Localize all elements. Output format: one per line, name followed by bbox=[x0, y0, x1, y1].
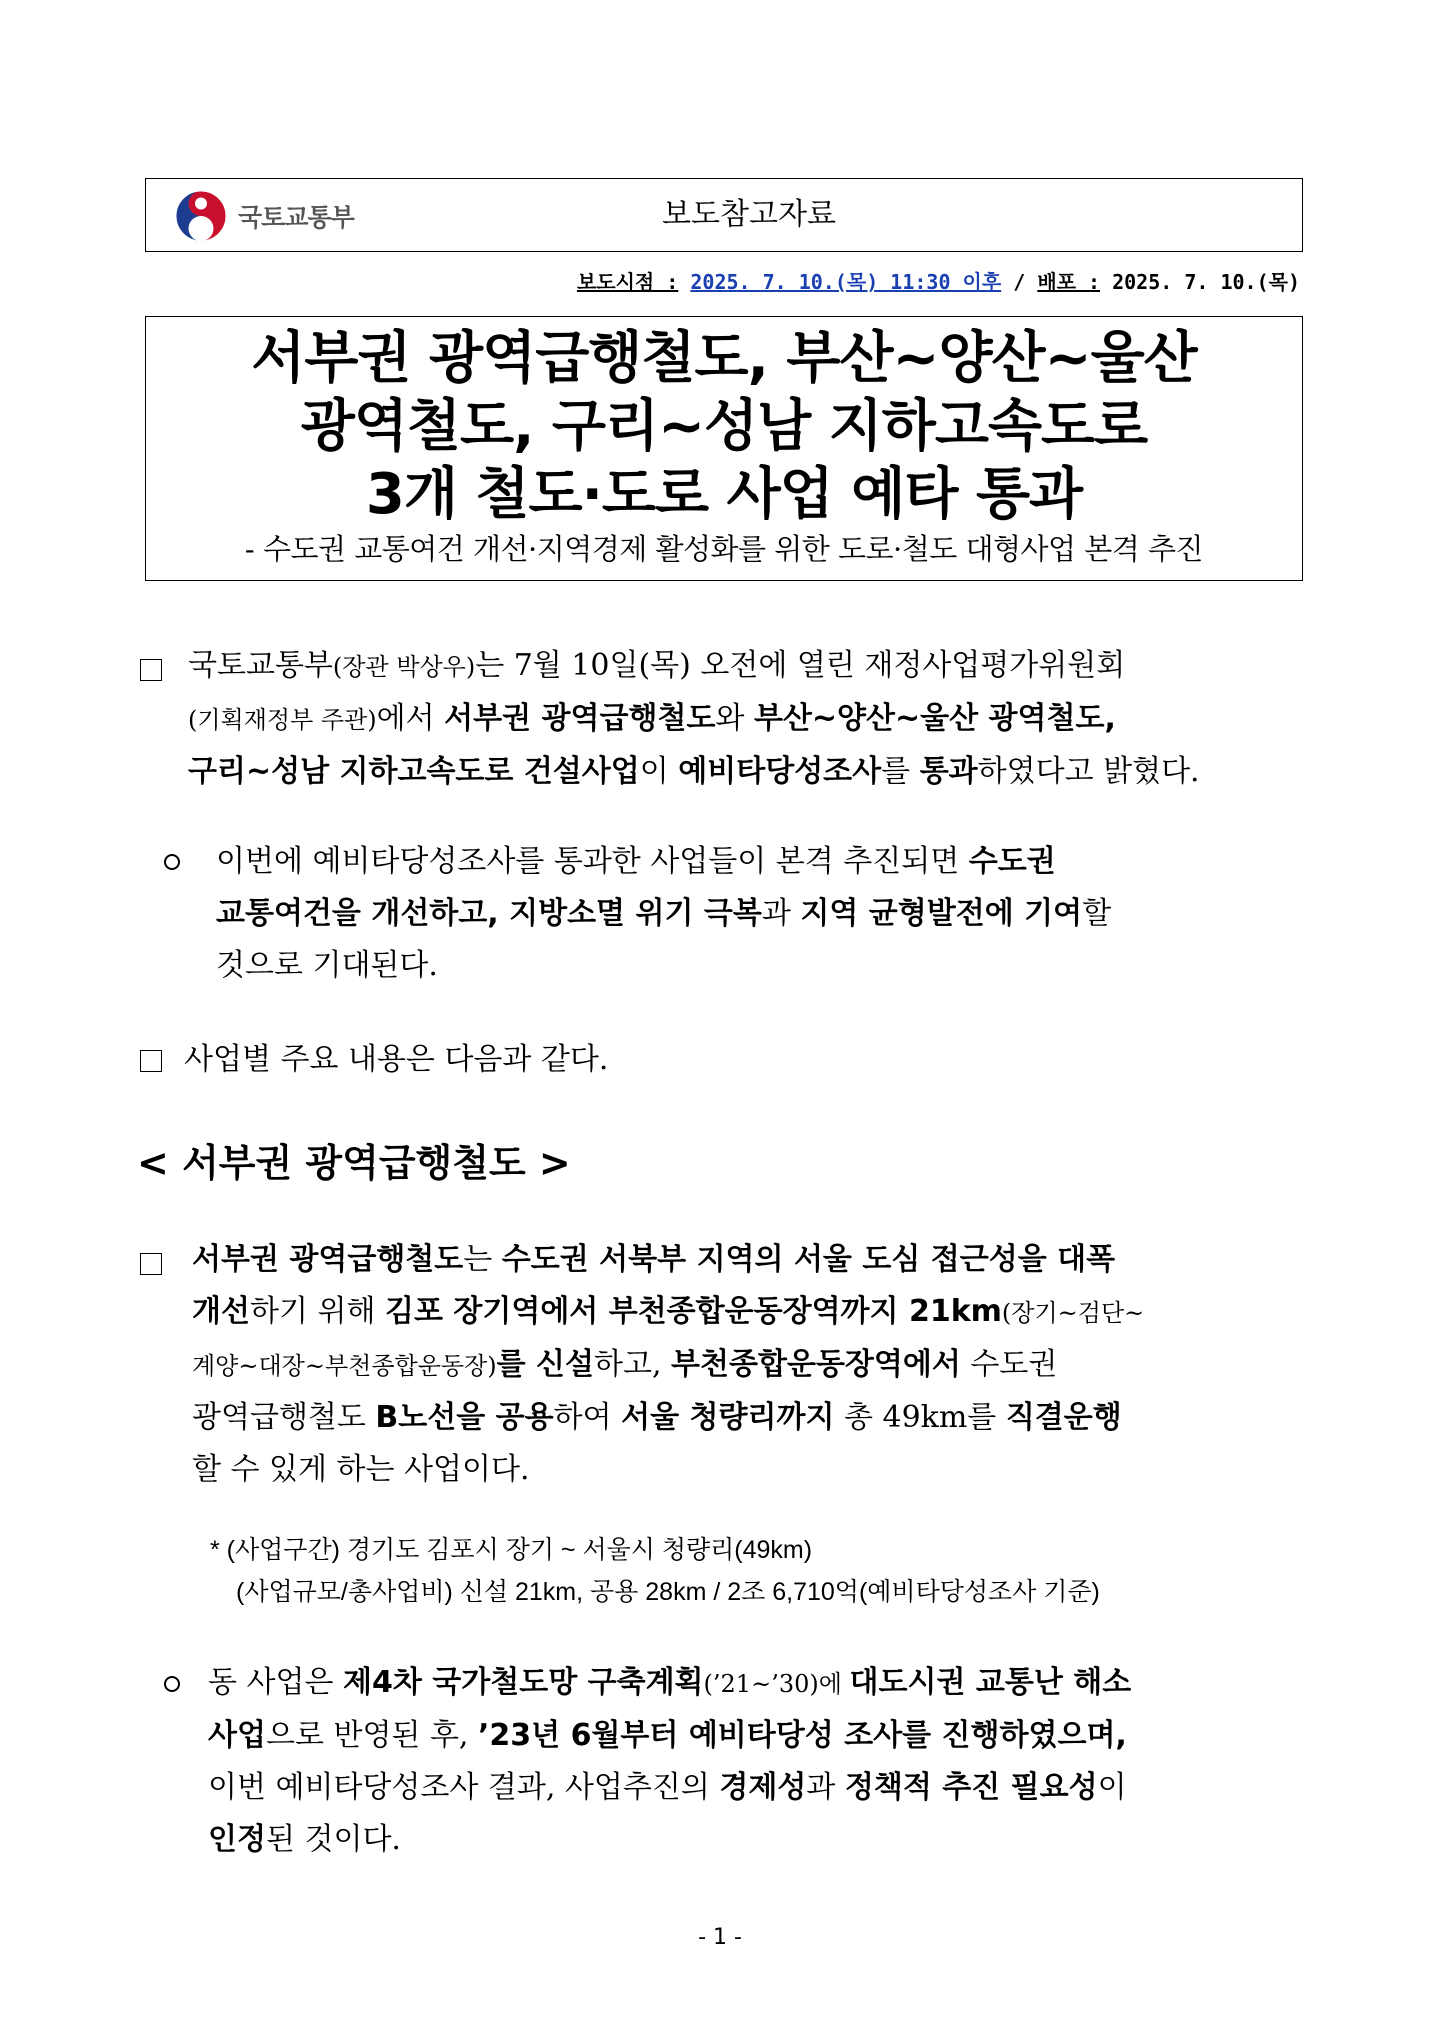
paragraph-2 bbox=[216, 836, 1303, 992]
text: 수도권 bbox=[968, 844, 1056, 879]
text: (장기~검단~ bbox=[1001, 1299, 1145, 1327]
text: 국토교통부 bbox=[188, 648, 333, 683]
header-box bbox=[145, 178, 1303, 252]
text: ’23년 6월부터 예비타당성 조사를 진행하였으며, bbox=[478, 1718, 1127, 1753]
text: 하고, bbox=[594, 1347, 672, 1382]
paragraph-5 bbox=[208, 1657, 1303, 1866]
square-bullet bbox=[140, 1253, 162, 1275]
note-line-2: (사업규모/총사업비) 신설 21km, 공용 28km / 2조 6,710억(예비타당성조사 기준) bbox=[236, 1578, 1100, 1606]
text: B노선을 공용 bbox=[375, 1400, 554, 1435]
title-line-2: 광역철도, 구리~성남 지하고속도로 bbox=[300, 394, 1148, 459]
text: 대도시권 교통난 해소 bbox=[849, 1665, 1132, 1700]
square-bullet bbox=[140, 659, 162, 681]
text: 인정 bbox=[208, 1822, 266, 1857]
release-separator: / bbox=[1001, 270, 1038, 294]
text: 동 사업은 bbox=[208, 1665, 343, 1700]
text: 할 수 있게 하는 사업이다. bbox=[192, 1452, 530, 1487]
text: 구리~성남 지하고속도로 건설사업 bbox=[188, 754, 640, 789]
text: 수도권 서북부 지역의 서울 도심 접근성을 대폭 bbox=[501, 1242, 1116, 1277]
text: 정책적 추진 필요성 bbox=[844, 1770, 1098, 1805]
text: 과 bbox=[806, 1770, 845, 1805]
paragraph-3 bbox=[184, 1034, 1284, 1086]
ministry-name: 국토교통부 bbox=[238, 203, 354, 232]
text: 으로 반영된 후, bbox=[265, 1718, 478, 1753]
text: 부천종합운동장역에서 bbox=[671, 1347, 961, 1382]
text: 이 bbox=[639, 754, 679, 789]
text: 된 것이다. bbox=[265, 1822, 401, 1857]
note-line-1: * (사업구간) 경기도 김포시 장기 ~ 서울시 청량리(49km) bbox=[210, 1536, 813, 1564]
text: 광역급행철도 bbox=[192, 1400, 376, 1435]
page-number: - 1 - bbox=[698, 1925, 742, 1950]
distribution-time: 2025. 7. 10.(목) bbox=[1112, 270, 1300, 294]
text: 개선 bbox=[192, 1294, 250, 1329]
text: 통과 bbox=[919, 754, 978, 789]
text: 서부권 광역급행철도 bbox=[192, 1242, 464, 1277]
text: 지역 균형발전에 기여 bbox=[800, 896, 1083, 931]
release-time: 2025. 7. 10.(목) 11:30 이후 bbox=[690, 270, 1002, 294]
text: 예비타당성조사 bbox=[678, 754, 882, 789]
section-heading: < 서부권 광역급행철도 > bbox=[137, 1141, 571, 1185]
text: 교통여건을 개선하고, 지방소멸 위기 극복 bbox=[216, 896, 762, 931]
text: 총 49km를 bbox=[834, 1400, 1006, 1435]
release-label: 보도시점 : bbox=[576, 270, 679, 294]
paragraph-1 bbox=[188, 640, 1303, 798]
text: 하였다고 밝혔다. bbox=[977, 754, 1200, 789]
text: 제4차 국가철도망 구축계획 bbox=[343, 1665, 704, 1700]
text: 계양~대장~부천종합운동장) bbox=[192, 1352, 497, 1380]
paragraph-4 bbox=[192, 1234, 1303, 1496]
text: 하여 bbox=[553, 1400, 622, 1435]
text: 를 bbox=[881, 754, 920, 789]
document-type: 보도참고자료 bbox=[662, 197, 836, 232]
text: 할 bbox=[1082, 896, 1112, 931]
text: 부산~양산~울산 광역철도, bbox=[753, 701, 1116, 736]
text: 사업 bbox=[208, 1718, 266, 1753]
text: 것으로 기대된다. bbox=[216, 948, 438, 983]
text: 경제성 bbox=[719, 1770, 807, 1805]
text: 수도권 bbox=[960, 1347, 1058, 1382]
text: 서부권 광역급행철도 bbox=[444, 701, 716, 736]
title-box bbox=[145, 316, 1303, 581]
subtitle: - 수도권 교통여건 개선·지역경제 활성화를 위한 도로·철도 대형사업 본격 추진 bbox=[244, 532, 1204, 566]
text: 김포 장기역에서 부천종합운동장역까지 21km bbox=[384, 1294, 1002, 1329]
text: 와 bbox=[715, 701, 754, 736]
text: 는 7월 10일(목) 오전에 열린 재정사업평가위원회 bbox=[475, 648, 1126, 683]
text: 이번 예비타당성조사 결과, 사업추진의 bbox=[208, 1770, 720, 1805]
text: 이 bbox=[1097, 1770, 1127, 1805]
text: 는 bbox=[463, 1242, 502, 1277]
text: 직결운행 bbox=[1005, 1400, 1122, 1435]
text: 사업별 주요 내용은 다음과 같다. bbox=[184, 1042, 609, 1077]
title-line-1: 서부권 광역급행철도, 부산~양산~울산 bbox=[251, 326, 1197, 391]
square-bullet bbox=[140, 1050, 162, 1072]
text: 에서 bbox=[376, 701, 445, 736]
text: 하기 위해 bbox=[249, 1294, 385, 1329]
title-line-3: 3개 철도·도로 사업 예타 통과 bbox=[365, 462, 1083, 527]
circle-bullet bbox=[164, 854, 180, 870]
text: (장관 박상우) bbox=[332, 653, 476, 681]
text: (’21~’30)에 bbox=[703, 1670, 850, 1698]
text: 과 bbox=[761, 896, 801, 931]
text: 이번에 예비타당성조사를 통과한 사업들이 본격 추진되면 bbox=[216, 844, 969, 879]
distribution-label: 배포 : bbox=[1037, 270, 1101, 294]
circle-bullet bbox=[164, 1676, 180, 1692]
text: (기획재정부 주관) bbox=[188, 706, 377, 734]
text: 서울 청량리까지 bbox=[621, 1400, 835, 1435]
text: 를 신설 bbox=[496, 1347, 594, 1382]
release-info bbox=[577, 266, 1300, 295]
